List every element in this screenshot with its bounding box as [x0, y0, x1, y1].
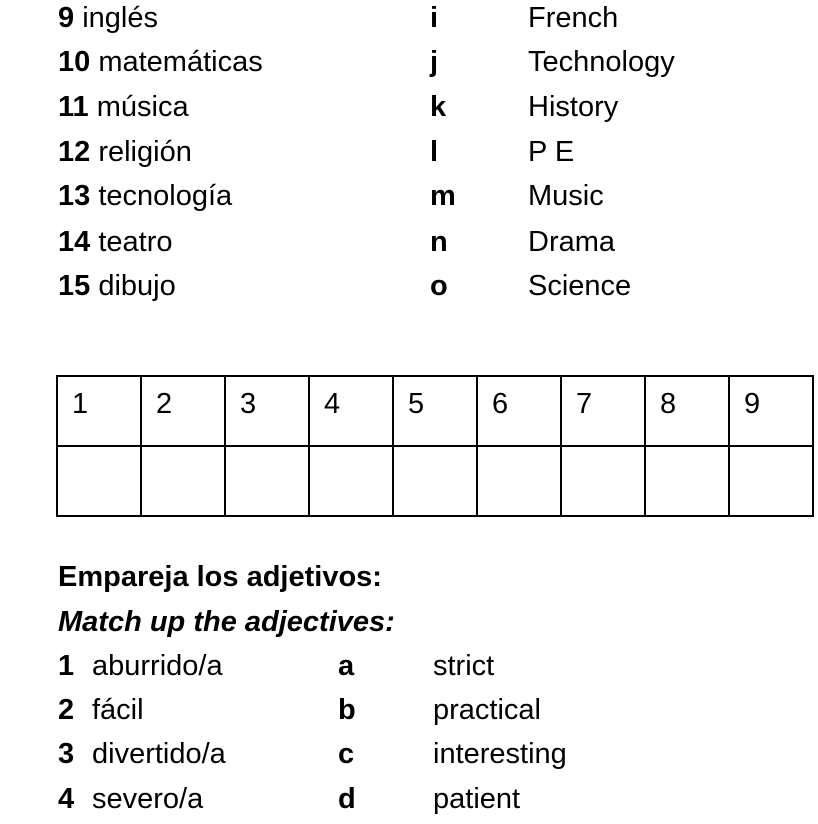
match-letter: c [338, 738, 355, 770]
answer-grid-header-row [57, 376, 813, 446]
subject-row [58, 132, 192, 172]
spanish-word: dibujo [98, 270, 176, 302]
item-number: 4 [58, 783, 75, 815]
grid-answer-cell[interactable] [225, 446, 309, 516]
item-number: 15 [58, 270, 99, 302]
spanish-word: inglés [82, 2, 158, 34]
match-letter: a [338, 650, 355, 682]
grid-header-cell: 3 [225, 376, 309, 446]
match-letter: d [338, 783, 356, 815]
match-letter: o [430, 270, 448, 302]
spanish-word: fácil [92, 694, 144, 726]
subject-row [58, 222, 173, 262]
match-letter: m [430, 180, 456, 212]
item-number: 11 [58, 91, 97, 123]
grid-answer-cell[interactable] [645, 446, 729, 516]
grid-header-cell: 7 [561, 376, 645, 446]
english-word: History [528, 91, 619, 123]
spanish-word: severo/a [92, 783, 204, 815]
english-word: patient [433, 783, 521, 815]
grid-answer-cell[interactable] [561, 446, 645, 516]
match-letter: b [338, 694, 356, 726]
english-word: Music [528, 180, 604, 212]
grid-answer-cell[interactable] [393, 446, 477, 516]
item-number: 3 [58, 738, 75, 770]
spanish-word: religión [98, 136, 192, 168]
subject-row [58, 266, 176, 306]
adjectives-heading-english: Match up the adjectives: [58, 606, 395, 638]
item-number: 12 [58, 136, 99, 168]
english-word: French [528, 2, 619, 34]
item-number: 10 [58, 46, 99, 78]
grid-header-cell: 4 [309, 376, 393, 446]
grid-answer-cell[interactable] [309, 446, 393, 516]
grid-answer-cell[interactable] [729, 446, 813, 516]
subject-row [58, 42, 263, 82]
grid-header-cell: 9 [729, 376, 813, 446]
grid-header-cell: 6 [477, 376, 561, 446]
match-letter: k [430, 91, 447, 123]
grid-answer-cell[interactable] [141, 446, 225, 516]
item-number: 9 [58, 2, 83, 34]
item-number: 2 [58, 694, 75, 726]
english-word: strict [433, 650, 495, 682]
match-letter: j [430, 46, 439, 78]
subject-row [58, 176, 232, 216]
grid-header-cell: 2 [141, 376, 225, 446]
grid-header-cell: 5 [393, 376, 477, 446]
english-word: interesting [433, 738, 567, 770]
match-letter: i [430, 2, 439, 34]
item-number: 13 [58, 180, 99, 212]
grid-answer-cell[interactable] [57, 446, 141, 516]
english-word: Drama [528, 226, 616, 258]
spanish-word: divertido/a [92, 738, 226, 770]
english-word: P E [528, 136, 575, 168]
spanish-word: tecnología [98, 180, 233, 212]
item-number: 1 [58, 650, 75, 682]
answer-grid-answer-row [57, 446, 813, 516]
subject-row [58, 0, 158, 38]
match-letter: l [430, 136, 439, 168]
spanish-word: música [96, 91, 189, 123]
spanish-word: matemáticas [98, 46, 263, 78]
subject-row [58, 87, 189, 127]
match-letter: n [430, 226, 448, 258]
spanish-word: teatro [98, 226, 173, 258]
english-word: practical [433, 694, 541, 726]
adjectives-heading-spanish: Empareja los adjetivos: [58, 561, 382, 593]
english-word: Technology [528, 46, 675, 78]
grid-header-cell: 1 [57, 376, 141, 446]
spanish-word: aburrido/a [92, 650, 223, 682]
grid-answer-cell[interactable] [477, 446, 561, 516]
answer-grid [56, 375, 814, 517]
grid-header-cell: 8 [645, 376, 729, 446]
item-number: 14 [58, 226, 99, 258]
english-word: Science [528, 270, 632, 302]
